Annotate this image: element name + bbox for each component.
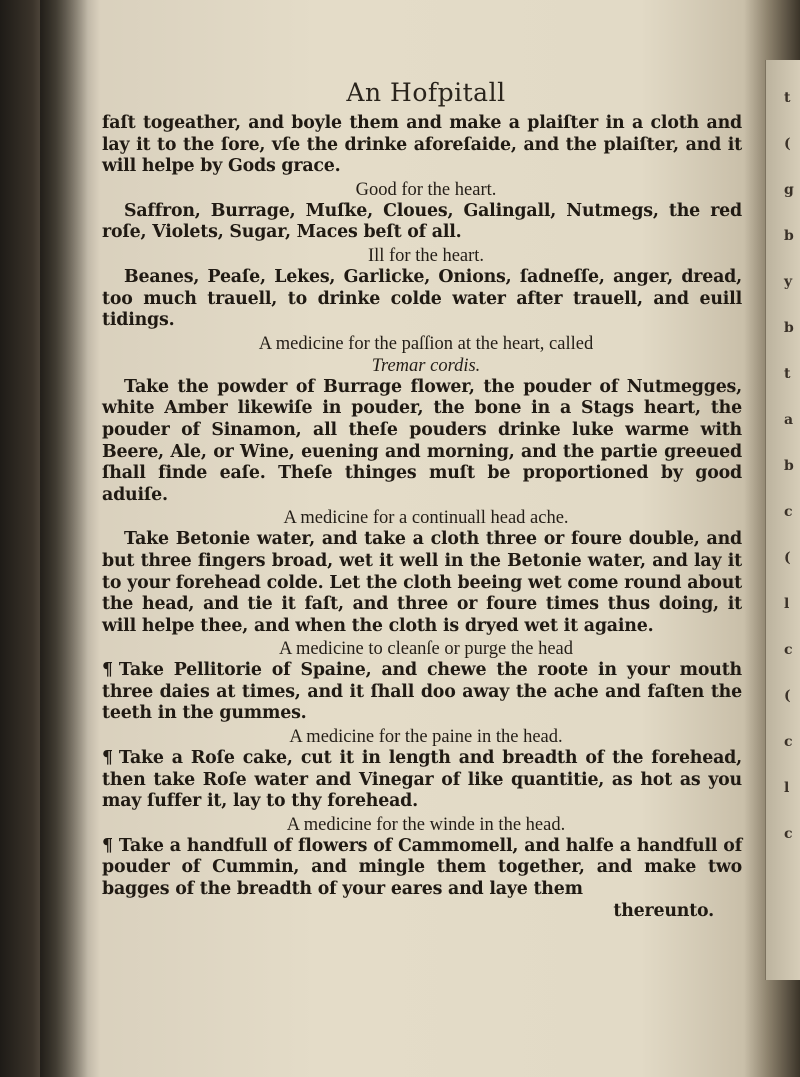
section-heading (92, 333, 760, 377)
paragraph (102, 377, 742, 507)
facing-page-edge (765, 60, 800, 980)
paragraph-text: faſt togeather, and boyle them and make a plaiſter in a cloth and lay it to the ſore, vſe the drinke aforeſaide, and the plaiſter, and it will helpe by Gods grace. (102, 113, 742, 177)
catchword-line: thereunto. (613, 900, 714, 921)
facing-page-letter: c (784, 504, 793, 520)
pilcrow-mark: ¶ (102, 748, 113, 769)
facing-page-letter: c (784, 734, 793, 750)
section-heading (92, 726, 760, 748)
facing-page-letter: y (784, 274, 793, 290)
heading-text: Good for the heart. (355, 179, 497, 200)
paragraph (102, 113, 742, 178)
facing-page-letter: c (784, 826, 793, 842)
facing-page-letter: b (784, 458, 794, 474)
facing-page-letter: l (784, 596, 790, 612)
paragraph (102, 748, 742, 813)
heading-text: A medicine to cleanſe or purge the head (278, 639, 573, 660)
paragraph (102, 267, 742, 332)
section-heading (92, 638, 760, 660)
facing-page-letter: ( (784, 136, 791, 152)
heading-text: A medicine for the paine in the head. (289, 727, 563, 748)
paragraph (102, 836, 742, 901)
pilcrow-mark: ¶ (102, 660, 113, 681)
facing-page-letter: t (784, 366, 791, 382)
pilcrow-mark: ¶ (102, 835, 113, 856)
heading-text: A medicine for the winde in the head. (286, 814, 566, 835)
paragraph-text: Take a Roſe cake, cut it in length and breadth of the forehead, then take Roſe water and Vinegar of like quantitie, as hot as you may ſuffer it, lay to thy forehead. (102, 748, 742, 812)
facing-page-letter: a (784, 412, 794, 428)
section-heading (92, 245, 760, 267)
facing-page-letter: ( (784, 550, 791, 566)
running-head: An Hofpitall (346, 78, 506, 107)
paragraph (102, 201, 742, 244)
paragraph-text: Take a handfull of flowers of Cammomell, and halfe a handfull of pouder of Cummin, and mingle them together, and make two bagges of the breadth of your eares and laye them (102, 835, 742, 900)
section-heading (92, 814, 760, 836)
paragraph-text: Saffron, Burrage, Muſke, Cloues, Galingall, Nutmegs, the red roſe, Violets, Sugar, Maces beſt of all. (102, 200, 742, 243)
paragraph-text: Take Pellitorie of Spaine, and chewe the roote in your mouth three daies at times, and it ſhall doo away the ache and faſten the teeth in the gummes. (102, 660, 742, 724)
page-body (92, 113, 760, 922)
facing-page-letter: l (784, 780, 790, 796)
facing-page-letter: b (784, 320, 794, 336)
paragraph-text: Take Betonie water, and take a cloth three or foure double, and but three fingers broad, wet it well in the Betonie water, and lay it to your forehead colde. Let the cloth beeing wet come round about the head, and tie it faſt, and three or foure times thus doing, it will helpe thee, and when the cloth is dryed wet it againe. (102, 529, 742, 636)
heading-text: A medicine for a continuall head ache. (283, 508, 569, 529)
book-gutter (40, 0, 100, 1077)
facing-page-letter: c (784, 642, 793, 658)
section-heading (92, 507, 760, 529)
paragraph-text: Beanes, Peaſe, Lekes, Garlicke, Onions, ſadneſſe, anger, dread, too much trauell, to drinke colde water after trauell, and euill tidings. (102, 266, 742, 331)
heading-latin-term: Tremar cordis. (371, 355, 481, 376)
heading-text: A medicine for the paſſion at the heart, called (258, 333, 594, 354)
section-heading (92, 179, 760, 201)
facing-page-letter: ( (784, 688, 791, 704)
paragraph (102, 660, 742, 725)
heading-text: Ill for the heart. (367, 245, 485, 266)
paragraph-text: Take the powder of Burrage flower, the pouder of Nutmegges, white Amber likewiſe in pouder, the bone in a Stags heart, the pouder of Sinamon, all theſe pouders drinke luke warme with Beere, Ale, or Wine, euening and morning, and the partie greeued ſhall finde eaſe. Theſe thinges muſt be proportioned by good aduiſe. (102, 376, 742, 505)
facing-page-letter: g (784, 182, 794, 198)
book-page (92, 60, 760, 1060)
paragraph (102, 529, 742, 637)
facing-page-letter: b (784, 228, 794, 244)
facing-page-letter: t (784, 90, 791, 106)
